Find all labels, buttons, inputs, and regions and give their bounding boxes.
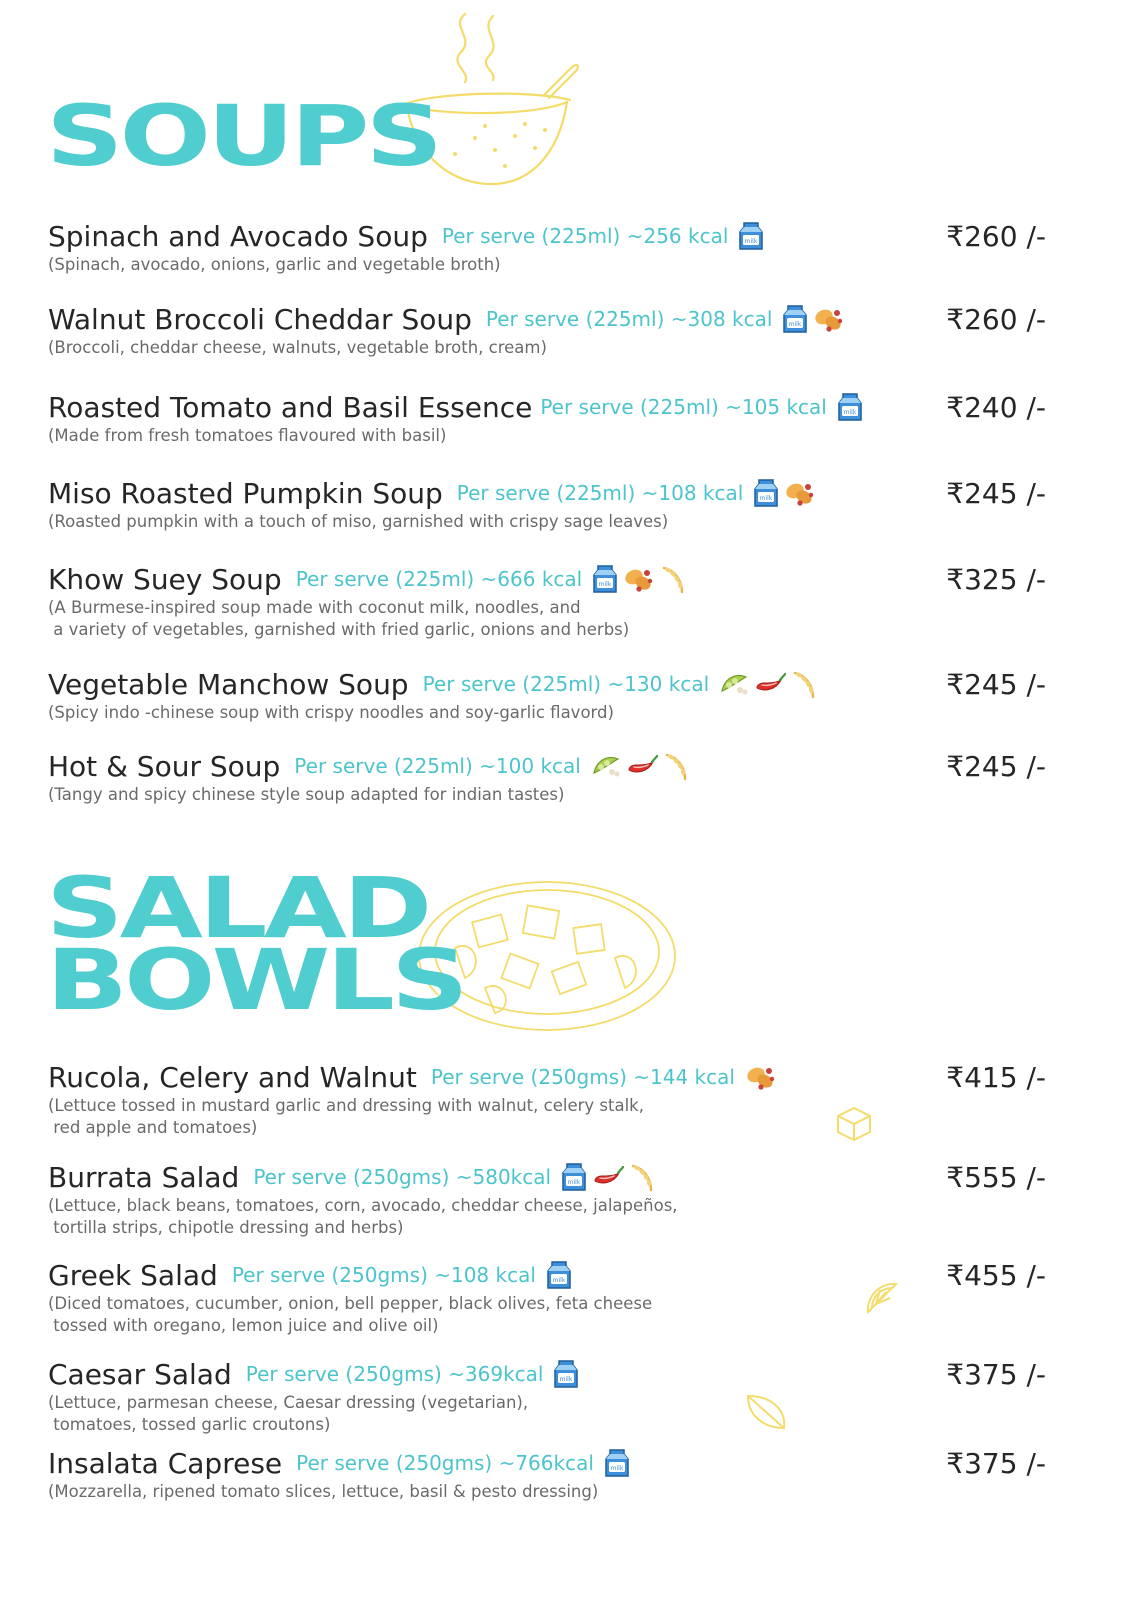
- svg-text:milk: milk: [560, 1376, 573, 1383]
- item-name: Caesar Salad: [48, 1357, 232, 1391]
- allergen-icons: [592, 564, 686, 594]
- item-price: ₹455 /-: [946, 1259, 1046, 1292]
- milk-icon: [546, 1260, 572, 1290]
- menu-item: [48, 748, 1078, 818]
- item-name: Greek Salad: [48, 1258, 218, 1292]
- item-name: Hot & Sour Soup: [48, 749, 281, 783]
- wheat-icon: [629, 1162, 655, 1192]
- item-description: (Spinach, avocado, onions, garlic and vegetable broth): [48, 255, 501, 274]
- item-serving-info: Per serve (225ml) ~108 kcal: [456, 481, 744, 505]
- allergen-icons: [719, 669, 817, 699]
- menu-item: [48, 666, 1078, 736]
- item-serving-info: Per serve (225ml) ~130 kcal: [422, 672, 710, 696]
- svg-text:milk: milk: [789, 321, 802, 328]
- soy-icon: [719, 671, 749, 697]
- item-serving-info: Per serve (225ml) ~105 kcal: [540, 395, 827, 419]
- item-price: ₹245 /-: [946, 668, 1046, 701]
- item-name: Burrata Salad: [48, 1160, 240, 1194]
- milk-icon: [837, 392, 863, 422]
- item-name: Roasted Tomato and Basil Essence: [48, 390, 533, 424]
- allergen-icons: [753, 478, 816, 508]
- item-price: ₹260 /-: [946, 220, 1046, 253]
- nuts-icon: [813, 305, 845, 333]
- milk-icon: [604, 1448, 630, 1478]
- item-price: ₹260 /-: [946, 303, 1046, 336]
- item-price: ₹375 /-: [946, 1358, 1046, 1391]
- milk-icon: [782, 304, 808, 334]
- item-serving-info: Per serve (250gms) ~369kcal: [245, 1362, 544, 1386]
- menu-item: [48, 1257, 1078, 1335]
- item-name: Miso Roasted Pumpkin Soup: [48, 476, 443, 510]
- svg-text:milk: milk: [759, 495, 773, 502]
- item-description: (Mozzarella, ripened tomato slices, lettuce, basil & pesto dressing): [48, 1482, 599, 1501]
- item-price: ₹245 /-: [946, 750, 1046, 783]
- allergen-icons: [561, 1162, 655, 1192]
- item-serving-info: Per serve (250gms) ~580kcal: [253, 1165, 552, 1189]
- item-price: ₹245 /-: [946, 477, 1046, 510]
- item-name: Rucola, Celery and Walnut: [48, 1060, 417, 1094]
- salad-bowls-heading: [46, 859, 465, 1030]
- menu-item: [48, 475, 1078, 545]
- item-price: ₹325 /-: [946, 563, 1046, 596]
- salad-bowls-heading-line1: SALAD: [46, 859, 429, 957]
- milk-icon: [753, 478, 779, 508]
- item-serving-info: Per serve (250gms) ~144 kcal: [430, 1065, 735, 1089]
- svg-text:milk: milk: [552, 1277, 566, 1284]
- svg-text:milk: milk: [610, 1465, 624, 1472]
- allergen-icons: [837, 392, 863, 422]
- nuts-icon: [784, 479, 816, 507]
- item-price: ₹375 /-: [946, 1447, 1046, 1480]
- allergen-icons: [591, 751, 689, 781]
- menu-item: [48, 1445, 1078, 1515]
- wheat-icon: [791, 669, 817, 699]
- allergen-icons: [738, 221, 764, 251]
- soy-icon: [591, 753, 621, 779]
- allergen-icons: [546, 1260, 572, 1290]
- soups-heading: SOUPS: [46, 87, 440, 185]
- item-description: (Made from fresh tomatoes flavoured with basil): [48, 426, 447, 445]
- menu-item: [48, 389, 1078, 459]
- chili-icon: [626, 754, 658, 778]
- chili-icon: [592, 1165, 624, 1189]
- allergen-icons: [782, 304, 845, 334]
- item-name: Vegetable Manchow Soup: [48, 667, 409, 701]
- item-description: (Roasted pumpkin with a touch of miso, garnished with crispy sage leaves): [48, 512, 669, 531]
- svg-text:milk: milk: [843, 409, 857, 416]
- item-description: (Diced tomatoes, cucumber, onion, bell pepper, black olives, feta cheese tossed with oregano, lemon juice and olive oil): [48, 1294, 653, 1335]
- item-serving-info: Per serve (225ml) ~100 kcal: [294, 754, 581, 778]
- item-name: Khow Suey Soup: [48, 562, 282, 596]
- item-name: Walnut Broccoli Cheddar Soup: [48, 302, 472, 336]
- milk-icon: [553, 1359, 579, 1389]
- item-name: Insalata Caprese: [48, 1446, 283, 1480]
- nuts-icon: [623, 565, 655, 593]
- menu-item: [48, 218, 1078, 288]
- item-price: ₹555 /-: [946, 1161, 1046, 1194]
- item-price: ₹240 /-: [946, 391, 1046, 424]
- nuts-icon: [745, 1063, 777, 1091]
- item-price: ₹415 /-: [946, 1061, 1046, 1094]
- item-name: Spinach and Avocado Soup: [48, 219, 428, 253]
- item-description: (Tangy and spicy chinese style soup adapted for indian tastes): [48, 785, 565, 804]
- item-description: (Spicy indo -chinese soup with crispy noodles and soy-garlic flavord): [48, 703, 614, 722]
- item-serving-info: Per serve (250gms) ~108 kcal: [231, 1263, 536, 1287]
- item-description: (Broccoli, cheddar cheese, walnuts, vegetable broth, cream): [48, 338, 547, 357]
- allergen-icons: [745, 1063, 777, 1091]
- wheat-icon: [660, 564, 686, 594]
- allergen-icons: [604, 1448, 630, 1478]
- svg-text:milk: milk: [745, 238, 758, 245]
- item-serving-info: Per serve (250gms) ~766kcal: [296, 1451, 594, 1475]
- item-description: (Lettuce, black beans, tomatoes, corn, avocado, cheddar cheese, jalapeños, tortilla strips, chipotle dressing and herbs): [48, 1196, 678, 1237]
- milk-icon: [738, 221, 764, 251]
- item-serving-info: Per serve (225ml) ~666 kcal: [295, 567, 583, 591]
- menu-item: [48, 301, 1078, 371]
- item-description: (Lettuce tossed in mustard garlic and dressing with walnut, celery stalk, red apple and tomatoes): [48, 1096, 644, 1137]
- chili-icon: [754, 672, 786, 696]
- milk-icon: [561, 1162, 587, 1192]
- item-description: (A Burmese-inspired soup made with coconut milk, noodles, and a variety of vegetables, garnished with fried garlic, onions and herbs): [48, 598, 630, 639]
- menu-item: [48, 1356, 1078, 1434]
- allergen-icons: [553, 1359, 579, 1389]
- svg-text:milk: milk: [567, 1179, 581, 1186]
- menu-item: [48, 1059, 1078, 1137]
- item-description: (Lettuce, parmesan cheese, Caesar dressing (vegetarian), tomatoes, tossed garlic croutons): [48, 1393, 529, 1434]
- milk-icon: [592, 564, 618, 594]
- item-serving-info: Per serve (225ml) ~256 kcal: [441, 224, 729, 248]
- svg-text:milk: milk: [598, 581, 612, 588]
- salad-bowls-heading-line2: BOWLS: [46, 931, 465, 1030]
- menu-item: [48, 1159, 1078, 1237]
- item-serving-info: Per serve (225ml) ~308 kcal: [485, 307, 773, 331]
- wheat-icon: [663, 751, 689, 781]
- menu-item: [48, 561, 1078, 639]
